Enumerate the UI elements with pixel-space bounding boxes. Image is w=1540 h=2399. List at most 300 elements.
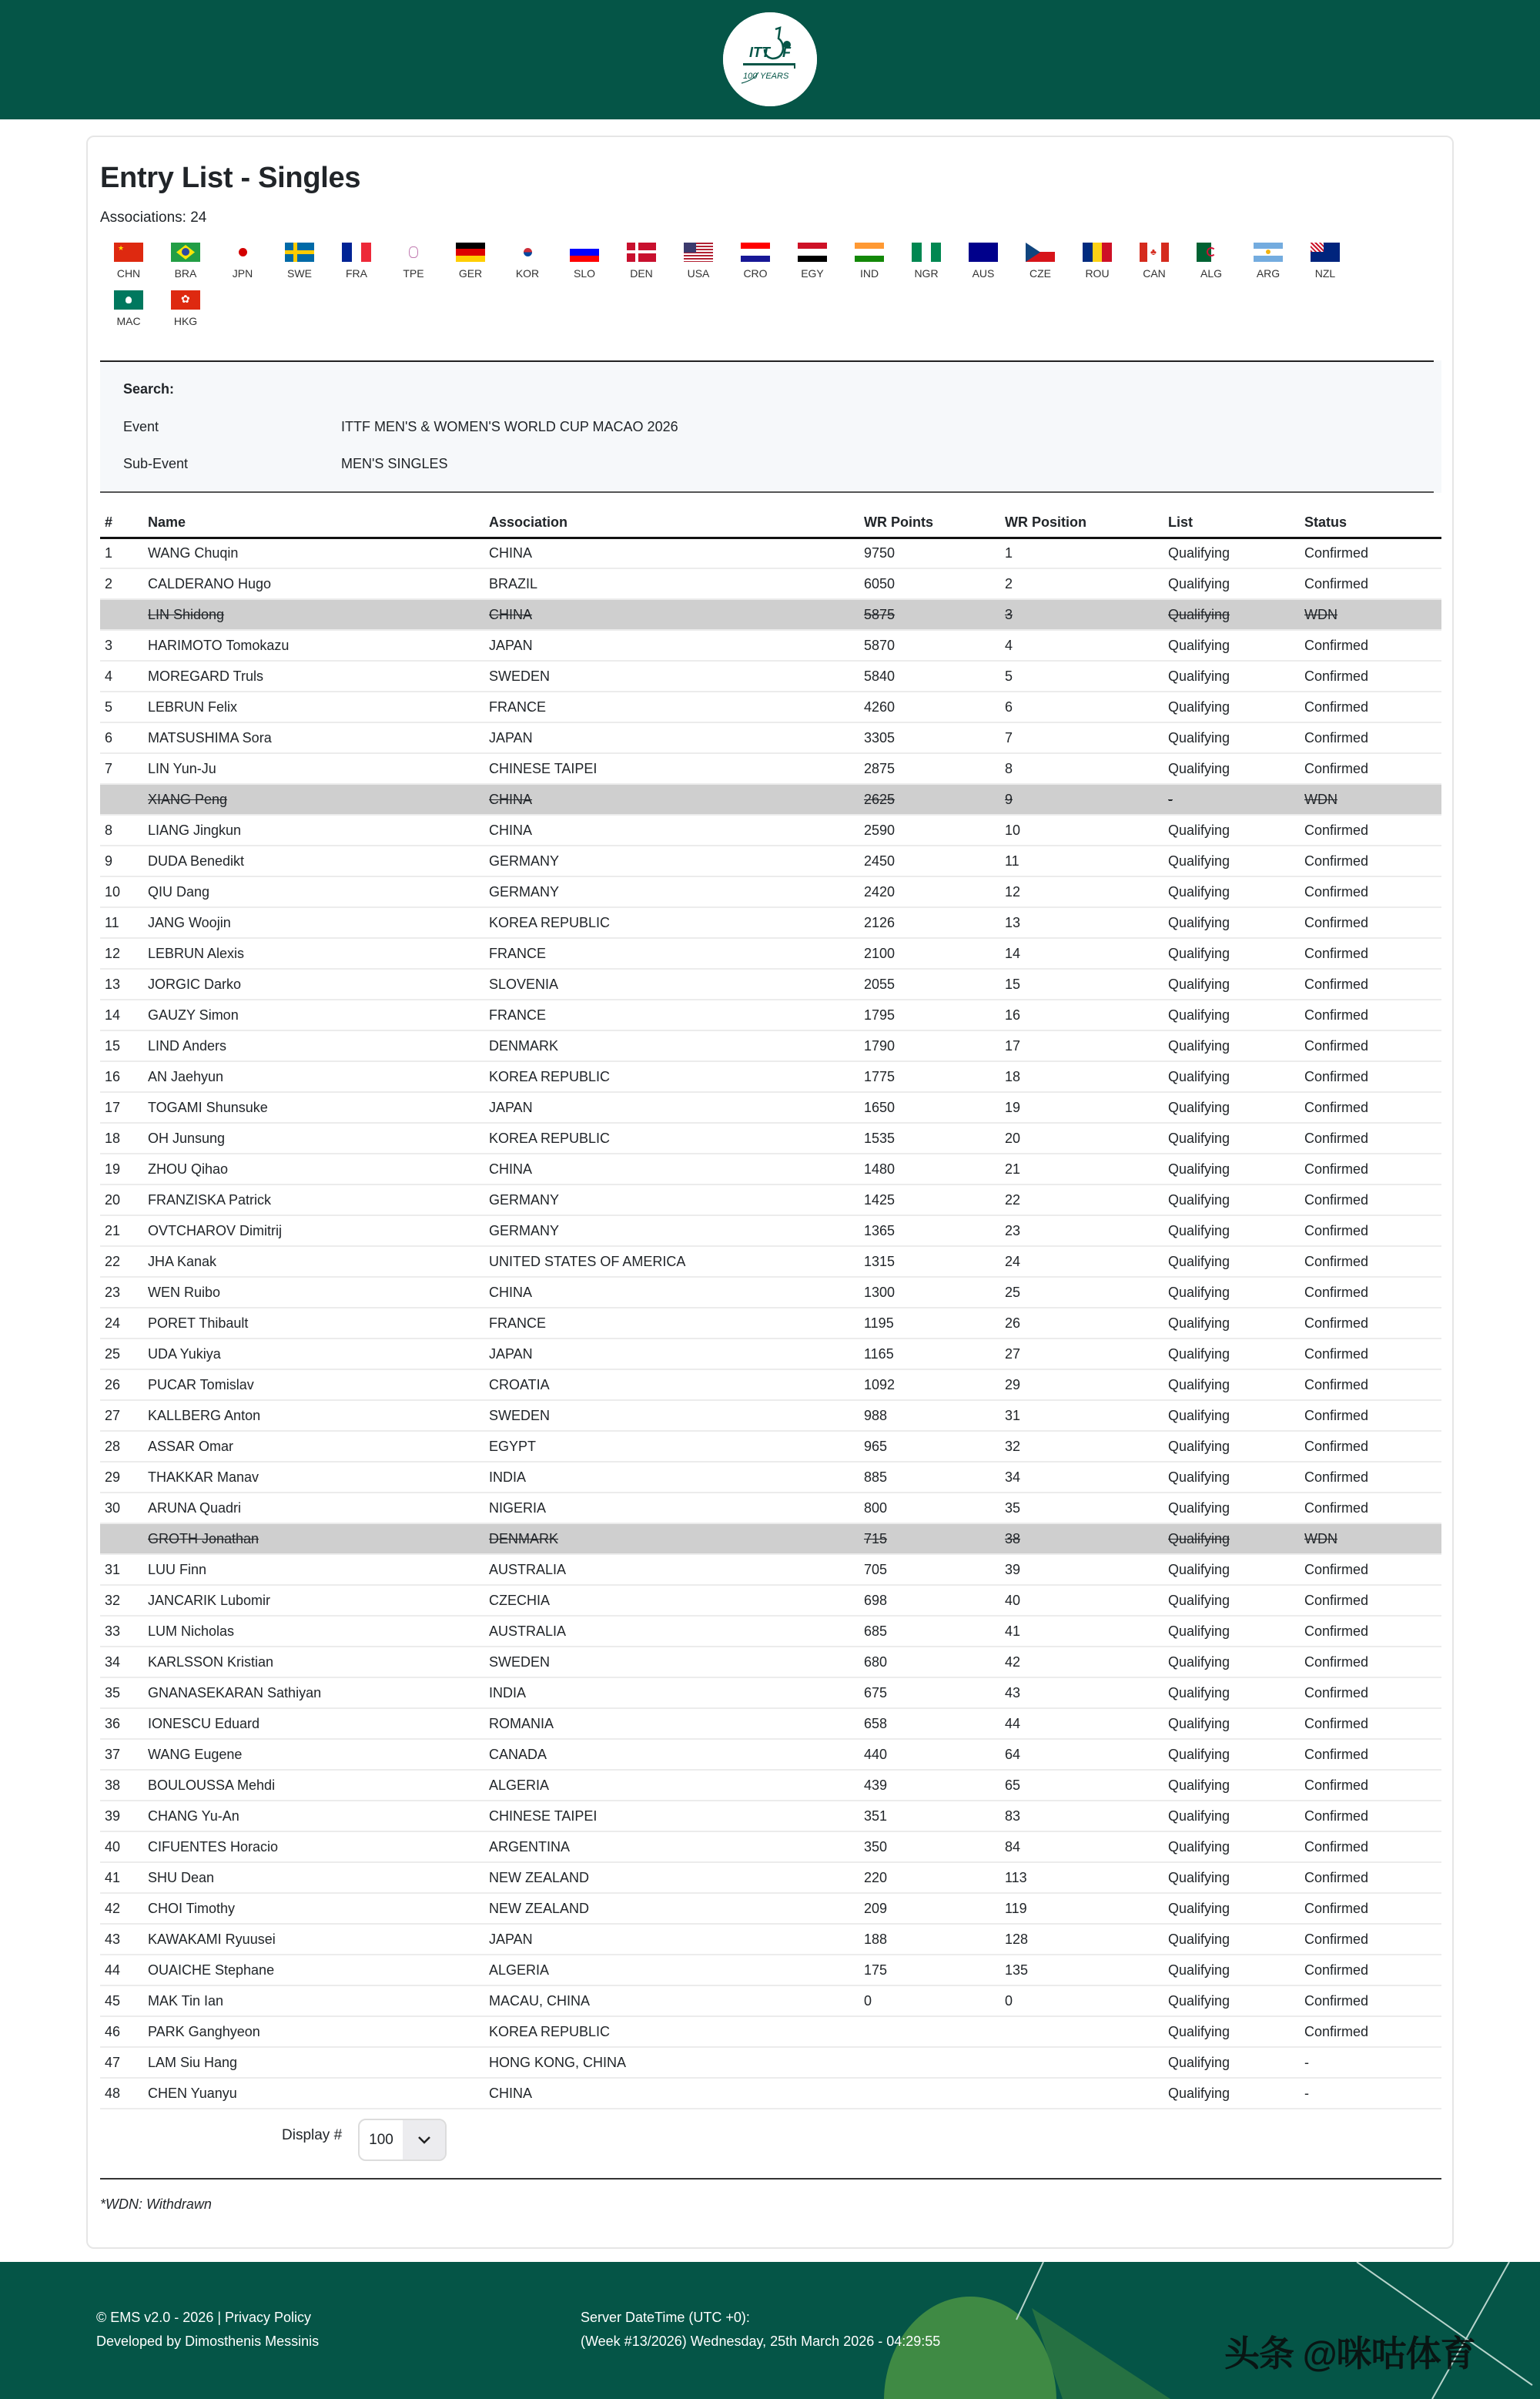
row-number-cell: 35 [100, 1677, 143, 1708]
table-row [100, 661, 1441, 692]
display-count-value: 100 [369, 2131, 393, 2148]
row-number-cell: 6 [100, 722, 143, 753]
column-header-number[interactable]: # [100, 508, 143, 538]
wr-position-cell: 21 [1000, 1154, 1163, 1184]
list-type-cell: Qualifying [1163, 1400, 1300, 1431]
subevent-label: Sub-Event [123, 456, 189, 471]
row-number-cell: 48 [100, 2078, 143, 2109]
wr-points-cell: 705 [859, 1554, 1000, 1585]
table-row [100, 1462, 1441, 1493]
flag-code: ALG [1200, 267, 1222, 280]
wr-position-cell: 43 [1000, 1677, 1163, 1708]
bra-flag-icon [171, 243, 200, 262]
list-type-cell: Qualifying [1163, 1431, 1300, 1462]
wr-points-cell: 2450 [859, 846, 1000, 876]
association-cell: CHINESE TAIPEI [484, 753, 859, 784]
list-type-cell: Qualifying [1163, 1677, 1300, 1708]
list-type-cell: Qualifying [1163, 661, 1300, 692]
column-header-list[interactable]: List [1163, 508, 1300, 538]
flag-item-tpe[interactable] [385, 243, 442, 290]
page-title: Entry List - Singles [100, 162, 361, 194]
status-text: Confirmed [1304, 883, 1369, 900]
status-cell [1300, 815, 1441, 846]
list-type-cell: Qualifying [1163, 1862, 1300, 1893]
wr-position-cell: 4 [1000, 630, 1163, 661]
player-name-cell: KALLBERG Anton [143, 1400, 484, 1431]
row-number-cell: 30 [100, 1493, 143, 1523]
status-text: Confirmed [1304, 1099, 1369, 1115]
row-number-cell: 42 [100, 1893, 143, 1924]
wr-points-cell: 9750 [859, 538, 1000, 568]
flag-item-swe[interactable] [271, 243, 328, 290]
status-text: Confirmed [1304, 1931, 1369, 1947]
association-cell: GERMANY [484, 846, 859, 876]
flag-item-ngr[interactable] [898, 243, 955, 290]
status-cell [1300, 722, 1441, 753]
wr-points-cell: 1300 [859, 1277, 1000, 1308]
list-type-cell: Qualifying [1163, 876, 1300, 907]
flag-item-can[interactable] [1126, 243, 1183, 290]
status-text: - [1304, 2054, 1309, 2070]
row-number-cell: 19 [100, 1154, 143, 1184]
table-row [100, 969, 1441, 1000]
flag-code: BRA [174, 267, 197, 280]
wr-position-cell: 65 [1000, 1770, 1163, 1801]
flag-code: FRA [346, 267, 367, 280]
player-name-cell: JANG Woojin [143, 907, 484, 938]
list-type-cell: Qualifying [1163, 1647, 1300, 1677]
association-cell: SWEDEN [484, 661, 859, 692]
list-type-cell: Qualifying [1163, 1092, 1300, 1123]
wr-position-cell: 23 [1000, 1215, 1163, 1246]
wr-position-cell: 7 [1000, 722, 1163, 753]
status-cell [1300, 1462, 1441, 1493]
status-cell [1300, 1000, 1441, 1030]
wr-position-cell: 40 [1000, 1585, 1163, 1616]
player-name-cell: QIU Dang [143, 876, 484, 907]
flag-code: IND [859, 267, 879, 280]
player-name-cell: CALDERANO Hugo [143, 568, 484, 599]
wr-points-cell: 5870 [859, 630, 1000, 661]
status-text: Confirmed [1304, 1376, 1369, 1392]
wr-position-cell: 1 [1000, 538, 1163, 568]
display-count-label: Display # [282, 2127, 343, 2143]
table-row [100, 1308, 1441, 1339]
association-cell: KOREA REPUBLIC [484, 1061, 859, 1092]
wr-position-cell: 26 [1000, 1308, 1163, 1339]
row-number-cell [100, 1523, 143, 1554]
player-name-cell: CIFUENTES Horacio [143, 1831, 484, 1862]
flag-code: HKG [173, 315, 198, 327]
wr-points-cell: 1535 [859, 1123, 1000, 1154]
flag-item-kor[interactable] [499, 243, 556, 290]
row-number-cell: 12 [100, 938, 143, 969]
status-cell [1300, 1893, 1441, 1924]
wr-position-cell: 83 [1000, 1801, 1163, 1831]
status-text: Confirmed [1304, 1561, 1369, 1577]
usa-flag-icon [684, 243, 713, 262]
status-cell [1300, 599, 1441, 630]
status-text: Confirmed [1304, 1654, 1369, 1670]
wr-points-cell: 965 [859, 1431, 1000, 1462]
wr-position-cell: 18 [1000, 1061, 1163, 1092]
player-name-cell: BOULOUSSA Mehdi [143, 1770, 484, 1801]
association-cell: ALGERIA [484, 1770, 859, 1801]
association-cell: ALGERIA [484, 1955, 859, 1985]
flag-item-aus[interactable] [955, 243, 1012, 290]
flag-item-jpn[interactable] [214, 243, 271, 290]
status-text: Confirmed [1304, 1746, 1369, 1762]
player-name-cell: LIN Yun-Ju [143, 753, 484, 784]
association-flags [100, 243, 1409, 338]
flag-code: EGY [801, 267, 824, 280]
flag-code: CZE [1029, 267, 1051, 280]
flag-item-mac[interactable] [100, 290, 157, 338]
wr-points-cell: 1795 [859, 1000, 1000, 1030]
footer [0, 2262, 1540, 2399]
copyright-text[interactable]: © EMS v2.0 - 2026 | Privacy Policy [96, 2310, 312, 2325]
table-row [100, 722, 1441, 753]
player-name-cell: AN Jaehyun [143, 1061, 484, 1092]
status-text: Confirmed [1304, 1037, 1369, 1054]
row-number-cell: 2 [100, 568, 143, 599]
status-text: - [1304, 2085, 1309, 2101]
flag-item-cro[interactable] [727, 243, 784, 290]
association-cell: CHINA [484, 784, 859, 815]
status-text: Confirmed [1304, 699, 1369, 715]
row-number-cell: 16 [100, 1061, 143, 1092]
player-name-cell: ARUNA Quadri [143, 1493, 484, 1523]
status-text: Confirmed [1304, 853, 1369, 869]
table-row [100, 1123, 1441, 1154]
status-cell [1300, 1955, 1441, 1985]
association-cell: CHINA [484, 1277, 859, 1308]
row-number-cell: 3 [100, 630, 143, 661]
table-row [100, 568, 1441, 599]
associations-count: Associations: 24 [100, 209, 207, 226]
wr-position-cell: 15 [1000, 969, 1163, 1000]
player-name-cell: PUCAR Tomislav [143, 1369, 484, 1400]
table-header-row [100, 508, 1441, 538]
row-number-cell: 41 [100, 1862, 143, 1893]
column-header-wr-points[interactable]: WR Points [859, 508, 1000, 538]
chn-flag-icon: ★ [114, 243, 143, 262]
flag-item-slo[interactable] [556, 243, 613, 290]
wr-position-cell [1000, 2016, 1163, 2047]
association-cell: INDIA [484, 1462, 859, 1493]
flag-item-egy[interactable] [784, 243, 841, 290]
wr-position-cell: 29 [1000, 1369, 1163, 1400]
association-cell: FRANCE [484, 1000, 859, 1030]
row-number-cell: 18 [100, 1123, 143, 1154]
player-name-cell: DUDA Benedikt [143, 846, 484, 876]
wr-position-cell: 24 [1000, 1246, 1163, 1277]
list-type-cell: Qualifying [1163, 1339, 1300, 1369]
wr-points-cell: 4260 [859, 692, 1000, 722]
table-row [100, 846, 1441, 876]
display-count-select[interactable] [358, 2119, 447, 2161]
table-row [100, 1000, 1441, 1030]
flag-item-alg[interactable] [1183, 243, 1240, 290]
swe-flag-icon [285, 243, 314, 262]
table-row [100, 1585, 1441, 1616]
list-type-cell: Qualifying [1163, 753, 1300, 784]
status-cell [1300, 630, 1441, 661]
player-name-cell: MOREGARD Truls [143, 661, 484, 692]
player-name-cell: ZHOU Qihao [143, 1154, 484, 1184]
association-cell: SLOVENIA [484, 969, 859, 1000]
wr-position-cell: 128 [1000, 1924, 1163, 1955]
association-cell: BRAZIL [484, 568, 859, 599]
row-number-cell: 9 [100, 846, 143, 876]
list-type-cell: Qualifying [1163, 1523, 1300, 1554]
wr-position-cell: 19 [1000, 1092, 1163, 1123]
status-text: Confirmed [1304, 1869, 1369, 1885]
table-row-withdrawn [100, 1523, 1441, 1554]
player-name-cell: CHEN Yuanyu [143, 2078, 484, 2109]
cze-flag-icon [1026, 243, 1055, 262]
status-text: Confirmed [1304, 668, 1369, 684]
row-number-cell: 34 [100, 1647, 143, 1677]
wr-points-cell: 2590 [859, 815, 1000, 846]
table-row [100, 1431, 1441, 1462]
list-type-cell: Qualifying [1163, 1554, 1300, 1585]
watermark: 头条 @咪咕体育 [1224, 2334, 1475, 2374]
status-cell [1300, 1554, 1441, 1585]
flag-item-nzl[interactable] [1297, 243, 1354, 290]
flag-item-den[interactable] [613, 243, 670, 290]
row-number-cell: 1 [100, 538, 143, 568]
status-text: Confirmed [1304, 1623, 1369, 1639]
association-cell: NEW ZEALAND [484, 1893, 859, 1924]
wr-position-cell: 84 [1000, 1831, 1163, 1862]
player-name-cell: ASSAR Omar [143, 1431, 484, 1462]
status-cell [1300, 1246, 1441, 1277]
wr-points-cell: 6050 [859, 568, 1000, 599]
row-number-cell: 29 [100, 1462, 143, 1493]
hkg-flag-icon: ✿ [171, 290, 200, 310]
aus-flag-icon [969, 243, 998, 262]
flag-item-usa[interactable] [670, 243, 727, 290]
player-name-cell: LUU Finn [143, 1554, 484, 1585]
status-cell [1300, 661, 1441, 692]
event-value: ITTF MEN'S & WOMEN'S WORLD CUP MACAO 2026 [341, 419, 678, 434]
status-cell [1300, 784, 1441, 815]
search-panel [100, 360, 1441, 493]
flag-item-hkg[interactable] [157, 290, 214, 338]
table-row [100, 1708, 1441, 1739]
list-type-cell: Qualifying [1163, 1616, 1300, 1647]
row-number-cell: 20 [100, 1184, 143, 1215]
association-cell: JAPAN [484, 1924, 859, 1955]
column-header-wr-position[interactable]: WR Position [1000, 508, 1163, 538]
list-type-cell: Qualifying [1163, 722, 1300, 753]
status-cell [1300, 1154, 1441, 1184]
flag-item-fra[interactable] [328, 243, 385, 290]
player-name-cell: WANG Chuqin [143, 538, 484, 568]
svg-text:YEARS: YEARS [760, 72, 789, 81]
player-name-cell: WEN Ruibo [143, 1277, 484, 1308]
status-text: Confirmed [1304, 914, 1369, 930]
status-cell [1300, 1277, 1441, 1308]
wr-points-cell: 220 [859, 1862, 1000, 1893]
event-label: Event [123, 419, 159, 434]
ind-flag-icon [855, 243, 884, 262]
player-name-cell: LIND Anders [143, 1030, 484, 1061]
flag-item-arg[interactable] [1240, 243, 1297, 290]
table-row [100, 2078, 1441, 2109]
row-number-cell: 10 [100, 876, 143, 907]
ittf-logo[interactable] [723, 12, 817, 106]
association-cell: CHINA [484, 2078, 859, 2109]
flag-code: DEN [630, 267, 653, 280]
status-cell [1300, 1585, 1441, 1616]
association-cell: AUSTRALIA [484, 1554, 859, 1585]
status-cell [1300, 1400, 1441, 1431]
association-cell: HONG KONG, CHINA [484, 2047, 859, 2078]
association-cell: FRANCE [484, 692, 859, 722]
wr-points-cell: 658 [859, 1708, 1000, 1739]
wr-points-cell: 988 [859, 1400, 1000, 1431]
column-header-status[interactable]: Status [1300, 508, 1441, 538]
association-cell: JAPAN [484, 722, 859, 753]
wr-position-cell: 8 [1000, 753, 1163, 784]
list-type-cell: - [1163, 784, 1300, 815]
table-row [100, 1493, 1441, 1523]
wr-position-cell: 31 [1000, 1400, 1163, 1431]
table-row [100, 1092, 1441, 1123]
row-number-cell: 13 [100, 969, 143, 1000]
association-cell: KOREA REPUBLIC [484, 2016, 859, 2047]
player-name-cell: GROTH Jonathan [143, 1523, 484, 1554]
column-header-name[interactable]: Name [143, 508, 484, 538]
flag-item-cze[interactable] [1012, 243, 1069, 290]
svg-text:F: F [782, 45, 791, 60]
footer-developer: Developed by Dimosthenis Messinis [96, 2334, 320, 2349]
status-cell [1300, 1708, 1441, 1739]
player-name-cell: CHOI Timothy [143, 1893, 484, 1924]
table-row [100, 1770, 1441, 1801]
wr-position-cell: 119 [1000, 1893, 1163, 1924]
table-row [100, 1924, 1441, 1955]
wr-points-cell: 675 [859, 1677, 1000, 1708]
flag-item-bra[interactable] [157, 243, 214, 290]
player-name-cell: MATSUSHIMA Sora [143, 722, 484, 753]
table-row [100, 1554, 1441, 1585]
row-number-cell: 8 [100, 815, 143, 846]
wr-points-cell: 685 [859, 1616, 1000, 1647]
search-heading: Search: [123, 381, 175, 397]
player-name-cell: JANCARIK Lubomir [143, 1585, 484, 1616]
association-cell: CHINESE TAIPEI [484, 1801, 859, 1831]
status-cell [1300, 1369, 1441, 1400]
flag-item-chn[interactable] [100, 243, 157, 290]
status-text: Confirmed [1304, 1469, 1369, 1485]
wr-position-cell: 35 [1000, 1493, 1163, 1523]
wr-position-cell: 42 [1000, 1647, 1163, 1677]
column-header-association[interactable]: Association [484, 508, 859, 538]
table-row [100, 1985, 1441, 2016]
table-row [100, 538, 1441, 568]
table-row [100, 815, 1441, 846]
divider [100, 491, 1434, 493]
association-cell: KOREA REPUBLIC [484, 907, 859, 938]
table-row-withdrawn [100, 599, 1441, 630]
ger-flag-icon [456, 243, 485, 262]
row-number-cell: 43 [100, 1924, 143, 1955]
row-number-cell [100, 599, 143, 630]
list-type-cell: Qualifying [1163, 1000, 1300, 1030]
table-row [100, 2016, 1441, 2047]
status-cell [1300, 1184, 1441, 1215]
table-row [100, 1400, 1441, 1431]
table-row [100, 1061, 1441, 1092]
mac-flag-icon [114, 290, 143, 310]
chevron-down-icon[interactable] [403, 2120, 445, 2159]
wr-points-cell: 1775 [859, 1061, 1000, 1092]
status-text: Confirmed [1304, 1253, 1369, 1269]
table-row [100, 1893, 1441, 1924]
player-name-cell: CHANG Yu-An [143, 1801, 484, 1831]
list-type-cell: Qualifying [1163, 538, 1300, 568]
wr-position-cell: 12 [1000, 876, 1163, 907]
list-type-cell: Qualifying [1163, 1462, 1300, 1493]
wr-position-cell: 11 [1000, 846, 1163, 876]
wr-position-cell: 10 [1000, 815, 1163, 846]
table-row [100, 876, 1441, 907]
status-cell [1300, 1215, 1441, 1246]
wr-position-cell: 2 [1000, 568, 1163, 599]
wr-points-cell: 188 [859, 1924, 1000, 1955]
wr-points-cell: 1315 [859, 1246, 1000, 1277]
row-number-cell: 21 [100, 1215, 143, 1246]
wr-points-cell: 680 [859, 1647, 1000, 1677]
row-number-cell: 33 [100, 1616, 143, 1647]
flag-code: JPN [232, 267, 253, 280]
row-number-cell: 32 [100, 1585, 143, 1616]
row-number-cell: 24 [100, 1308, 143, 1339]
flag-code: ARG [1256, 267, 1281, 280]
flag-item-ind[interactable] [841, 243, 898, 290]
fra-flag-icon [342, 243, 371, 262]
association-cell: NEW ZEALAND [484, 1862, 859, 1893]
table-row [100, 907, 1441, 938]
wr-position-cell: 0 [1000, 1985, 1163, 2016]
nzl-flag-icon [1311, 243, 1340, 262]
wr-points-cell: 440 [859, 1739, 1000, 1770]
wr-position-cell: 14 [1000, 938, 1163, 969]
wr-position-cell: 20 [1000, 1123, 1163, 1154]
flag-code: ROU [1085, 267, 1110, 280]
flag-code: MAC [116, 315, 141, 327]
list-type-cell: Qualifying [1163, 907, 1300, 938]
flag-item-rou[interactable] [1069, 243, 1126, 290]
association-cell: KOREA REPUBLIC [484, 1123, 859, 1154]
flag-code: SWE [287, 267, 312, 280]
table-row [100, 753, 1441, 784]
table-row [100, 692, 1441, 722]
status-text: Confirmed [1304, 729, 1369, 745]
row-number-cell [100, 784, 143, 815]
player-name-cell: FRANZISKA Patrick [143, 1184, 484, 1215]
subevent-value: MEN'S SINGLES [341, 456, 448, 471]
row-number-cell: 46 [100, 2016, 143, 2047]
association-cell: CZECHIA [484, 1585, 859, 1616]
flag-item-ger[interactable] [442, 243, 499, 290]
player-name-cell: OVTCHAROV Dimitrij [143, 1215, 484, 1246]
row-number-cell: 4 [100, 661, 143, 692]
wr-points-cell: 2420 [859, 876, 1000, 907]
